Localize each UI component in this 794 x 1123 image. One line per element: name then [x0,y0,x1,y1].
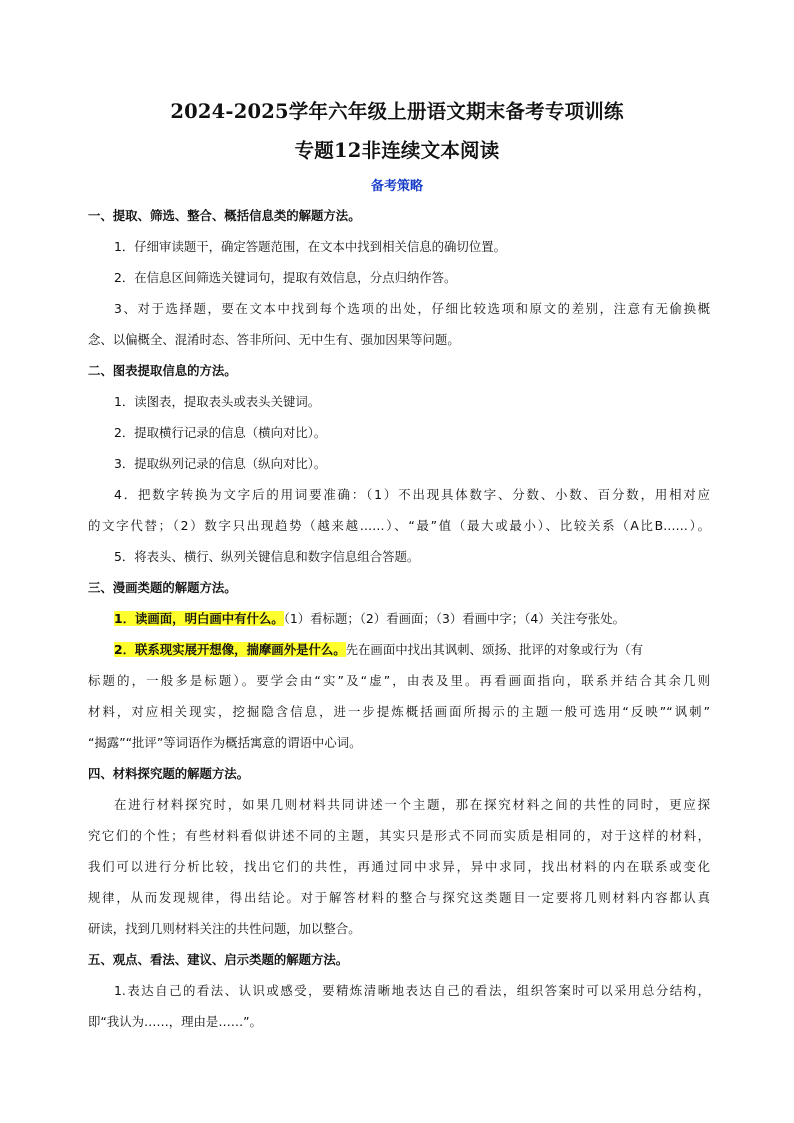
paragraph: 2．在信息区间筛选关键词句，提取有效信息，分点归纳作答。 [114,270,457,285]
paragraph: 3．提取纵列记录的信息（纵向对比）。 [114,456,327,471]
paragraph-continued: 标题的，一般多是标题）。要学会由“实”及“虚”，由表及里。再看画面指向，联系并结合其余几则 [88,673,710,688]
document-subtitle: 专题12非连续文本阅读 [294,139,500,162]
paragraph-continued: 究它们的个性；有些材料看似讲述不同的主题，其实只是形式不同而实质是相同的，对于这样的材料， [88,828,710,843]
paragraph: 2．提取横行记录的信息（横向对比）。 [114,425,327,440]
paragraph-continued: “揭露”“批评”等词语作为概括寓意的谓语中心词。 [88,735,362,750]
strategy-label: 备考策略 [370,179,423,194]
paragraph [88,603,710,634]
section-heading-3: 三、漫画类题的解题方法。 [88,580,237,595]
paragraph: 1.表达自己的看法、认识或感受，要精炼清晰地表达自己的看法，组织答案时可以采用总分结构， [114,983,710,998]
paragraph-text: （1）看标题；（2）看画面；（3）看画中字；（4）关注夸张处。 [283,611,625,626]
paragraph: 在进行材料探究时，如果几则材料共同讲述一个主题，那在探究材料之间的共性的同时，更应探 [114,797,710,812]
paragraph-text: 先在画面中找出其讽刺、颂扬、批评的对象或行为（有 [345,642,644,657]
paragraph-continued: 的文字代替；（2）数字只出现趋势（越来越……）、“最”值（最大或最小）、比较关系（A比B……）。 [88,518,710,533]
paragraph: 3、对于选择题，要在文本中找到每个选项的出处，仔细比较选项和原文的差别，注意有无偷换概 [114,301,710,316]
section-heading-4: 四、材料探究题的解题方法。 [88,766,250,781]
paragraph: 5．将表头、横行、纵列关键信息和数字信息组合答题。 [114,549,420,564]
paragraph-continued: 规律，从而发现规律，得出结论。对于解答材料的整合与探究这类题目一定要将几则材料内容都认真 [88,890,710,905]
highlighted-text: 2．联系现实展开想像，揣摩画外是什么。 [114,642,346,657]
paragraph-continued: 我们可以进行分析比较，找出它们的共性，再通过同中求异，异中求同，找出材料的内在联系或变化 [88,859,710,874]
document-body [88,200,710,1037]
paragraph [88,634,710,665]
section-heading-5: 五、观点、看法、建议、启示类题的解题方法。 [88,952,349,967]
section-heading-1: 一、提取、筛选、整合、概括信息类的解题方法。 [88,208,361,223]
paragraph-continued: 即“我认为……，理由是……”。 [88,1014,262,1029]
paragraph-continued: 材料，对应相关现实，挖掘隐含信息，进一步提炼概括画面所揭示的主题一般可选用“反映”“讽刺” [88,704,710,719]
section-heading-2: 二、图表提取信息的方法。 [88,363,237,378]
paragraph: 1．读图表，提取表头或表头关键词。 [114,394,321,409]
paragraph: 4．把数字转换为文字后的用词要准确：（1）不出现具体数字、分数、小数、百分数，用相对应 [114,487,710,502]
paragraph-continued: 念、以偏概全、混淆时态、答非所问、无中生有、强加因果等问题。 [88,332,460,347]
highlighted-text: 1．读画面，明白画中有什么。 [114,611,284,626]
paragraph-continued: 研读，找到几则材料关注的共性问题，加以整合。 [88,921,361,936]
document-title: 2024-2025学年六年级上册语文期末备考专项训练 [170,100,624,123]
paragraph: 1．仔细审读题干，确定答题范围，在文本中找到相关信息的确切位置。 [114,239,506,254]
